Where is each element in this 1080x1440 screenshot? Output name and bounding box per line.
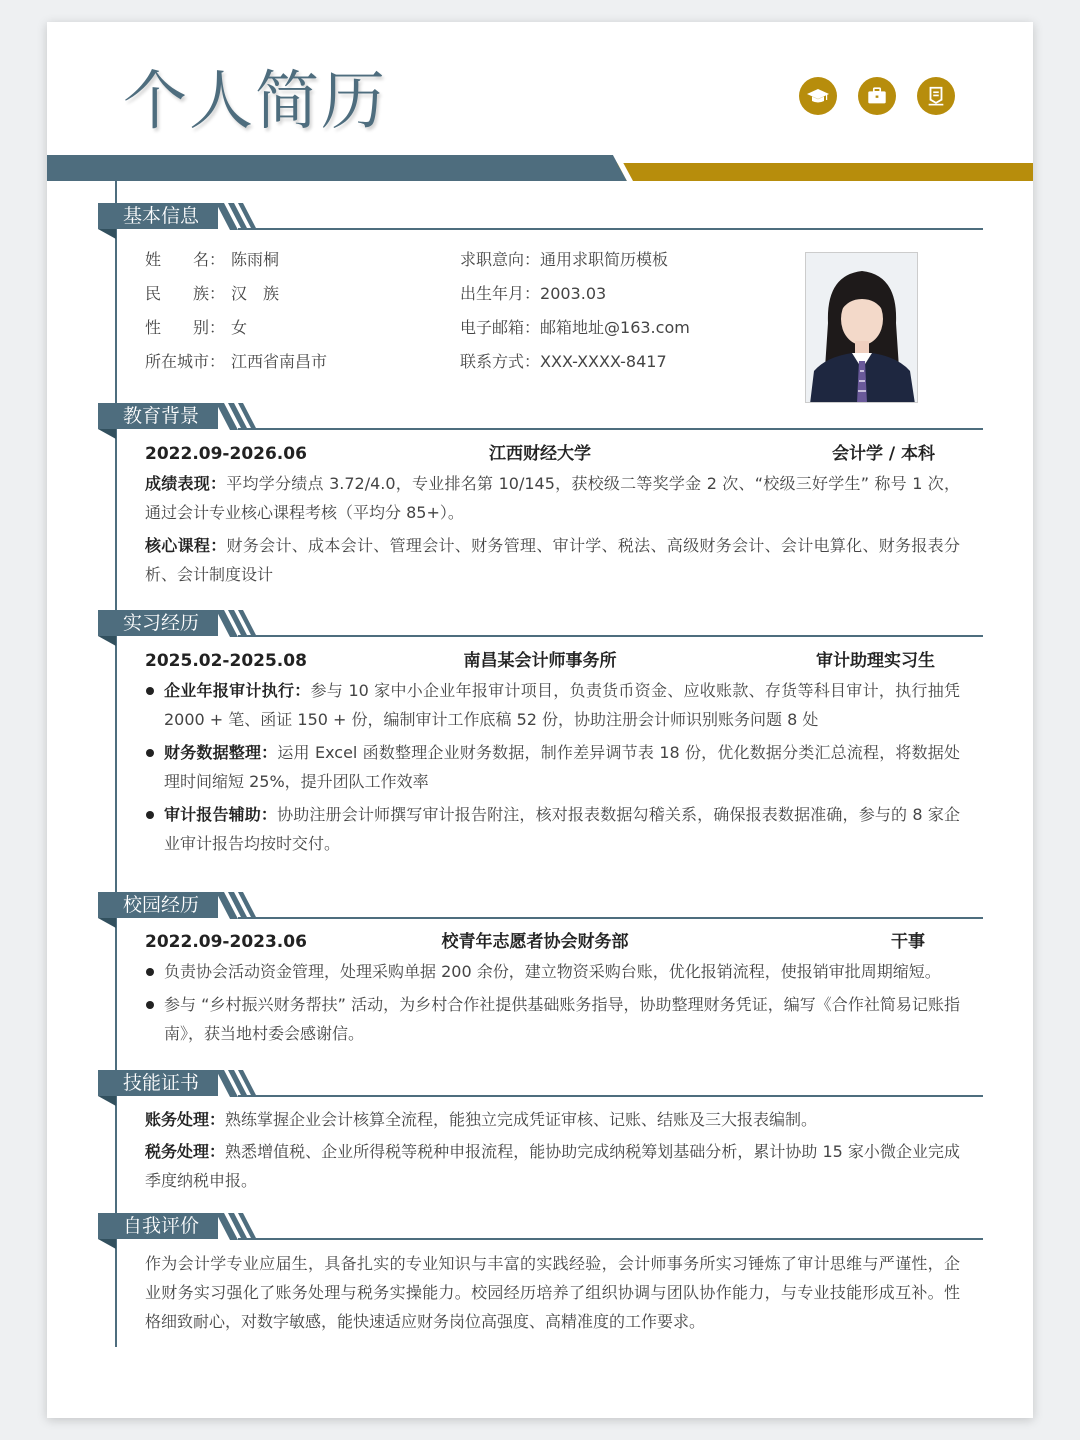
internship-item: 审计报告辅助：协助注册会计师撰写审计报告附注，核对报表数据勾稽关系，确保报表数据准确，参与的 8 家企业审计报告均按时交付。 [145,800,960,858]
stripes-decoration [216,1070,264,1097]
field-email: 电子邮箱：邮箱地址@163.com [460,318,690,337]
section-header-campus [98,892,983,924]
fold-corner [98,1096,116,1106]
stripes-decoration [216,403,264,430]
section-title: 教育背景 [98,403,218,429]
stripes-decoration [216,610,264,637]
internship-item: 企业年报审计执行：参与 10 家中小企业年报审计项目，负责货币资金、应收账款、存货等科目审计，执行抽凭 2000 + 笔、函证 150 + 份，编制审计工作底稿 52 份，协助注册会计师识别账务问题 8 处 [145,676,960,734]
self-evaluation: 作为会计学专业应届生，具备扎实的专业知识与丰富的实践经验，会计师事务所实习锤炼了审计思维与严谨性，企业财务实习强化了账务处理与税务实操能力。校园经历培养了组织协调与团队协作能力，与专业技能形成互补。性格细致耐心，对数字敏感，能快速适应财务岗位高强度、高精准度的工作要求。 [145,1254,960,1331]
section-title: 校园经历 [98,892,218,918]
section-header-basic [98,203,983,235]
certificate-icon [917,77,955,115]
field-gender: 性 别： 女 [145,318,248,337]
field-ethnic: 民 族： 汉 族 [145,284,280,303]
section-header-skills [98,1070,983,1102]
profile-photo [805,252,918,403]
fold-corner [98,636,116,646]
briefcase-icon [858,77,896,115]
campus-item: 负责协会活动资金管理，处理采购单据 200 余份，建立物资采购台账，优化报销流程，使报销审批周期缩短。 [145,957,960,986]
section-rule [238,228,983,230]
section-title: 自我评价 [98,1213,218,1239]
internship-item: 财务数据整理：运用 Excel 函数整理企业财务数据，制作差异调节表 18 份，优化数据分类汇总流程，将数据处理时间缩短 25%，提升团队工作效率 [145,738,960,796]
field-name: 姓 名： 陈雨桐 [145,250,280,269]
section-title: 基本信息 [98,203,218,229]
header-icons [799,77,959,117]
section-header-self [98,1213,983,1245]
section-rule [238,1238,983,1240]
section-rule [238,917,983,919]
stripes-decoration [216,892,264,919]
education-header-row: 2022.09-2026.06 江西财经大学 会计学 / 本科 [145,444,935,464]
campus-header-row: 2022.09-2023.06 校青年志愿者协会财务部 干事 [145,932,925,952]
section-rule [238,635,983,637]
bullet-icon [146,811,154,819]
skill-item: 税务处理：熟悉增值税、企业所得税等税种申报流程，能协助完成纳税筹划基础分析，累计协助 15 家小微企业完成季度纳税申报。 [145,1142,960,1190]
field-city: 所在城市： 江西省南昌市 [145,352,328,371]
section-title: 技能证书 [98,1070,218,1096]
fold-corner [98,1239,116,1249]
bullet-icon [146,1001,154,1009]
education-courses: 核心课程：财务会计、成本会计、管理会计、财务管理、审计学、税法、高级财务会计、会计电算化、财务报表分析、会计制度设计 [145,536,960,584]
bullet-icon [146,749,154,757]
section-rule [238,428,983,430]
section-header-education [98,403,983,435]
section-rule [238,1095,983,1097]
campus-item: 参与 “乡村振兴财务帮扶” 活动，为乡村合作社提供基础账务指导，协助整理财务凭证，编写《合作社简易记账指南》，获当地村委会感谢信。 [145,990,960,1048]
header-banner [47,155,1033,181]
timeline-line [115,181,117,1347]
fold-corner [98,918,116,928]
internship-header-row: 2025.02-2025.08 南昌某会计师事务所 审计助理实习生 [145,651,935,671]
fold-corner [98,429,116,439]
skill-item: 账务处理：熟练掌握企业会计核算全流程，能独立完成凭证审核、记账、结账及三大报表编制。 [145,1110,818,1129]
page-title: 个人简历 [123,65,387,139]
field-birth: 出生年月：2003.03 [460,284,607,303]
bullet-icon [146,968,154,976]
section-title: 实习经历 [98,610,218,636]
stripes-decoration [216,1213,264,1240]
graduation-cap-icon [799,77,837,115]
bullet-icon [146,687,154,695]
education-grades: 成绩表现：平均学分绩点 3.72/4.0，专业排名第 10/145，获校级二等奖学金 2 次、“校级三好学生” 称号 1 次，通过会计专业核心课程考核（平均分 85+）。 [145,474,960,522]
resume-page [47,22,1033,1418]
stripes-decoration [216,203,264,230]
field-phone: 联系方式：XXX-XXXX-8417 [460,352,667,371]
section-header-internship [98,610,983,642]
field-intent: 求职意向：通用求职简历模板 [460,250,669,269]
fold-corner [98,229,116,239]
